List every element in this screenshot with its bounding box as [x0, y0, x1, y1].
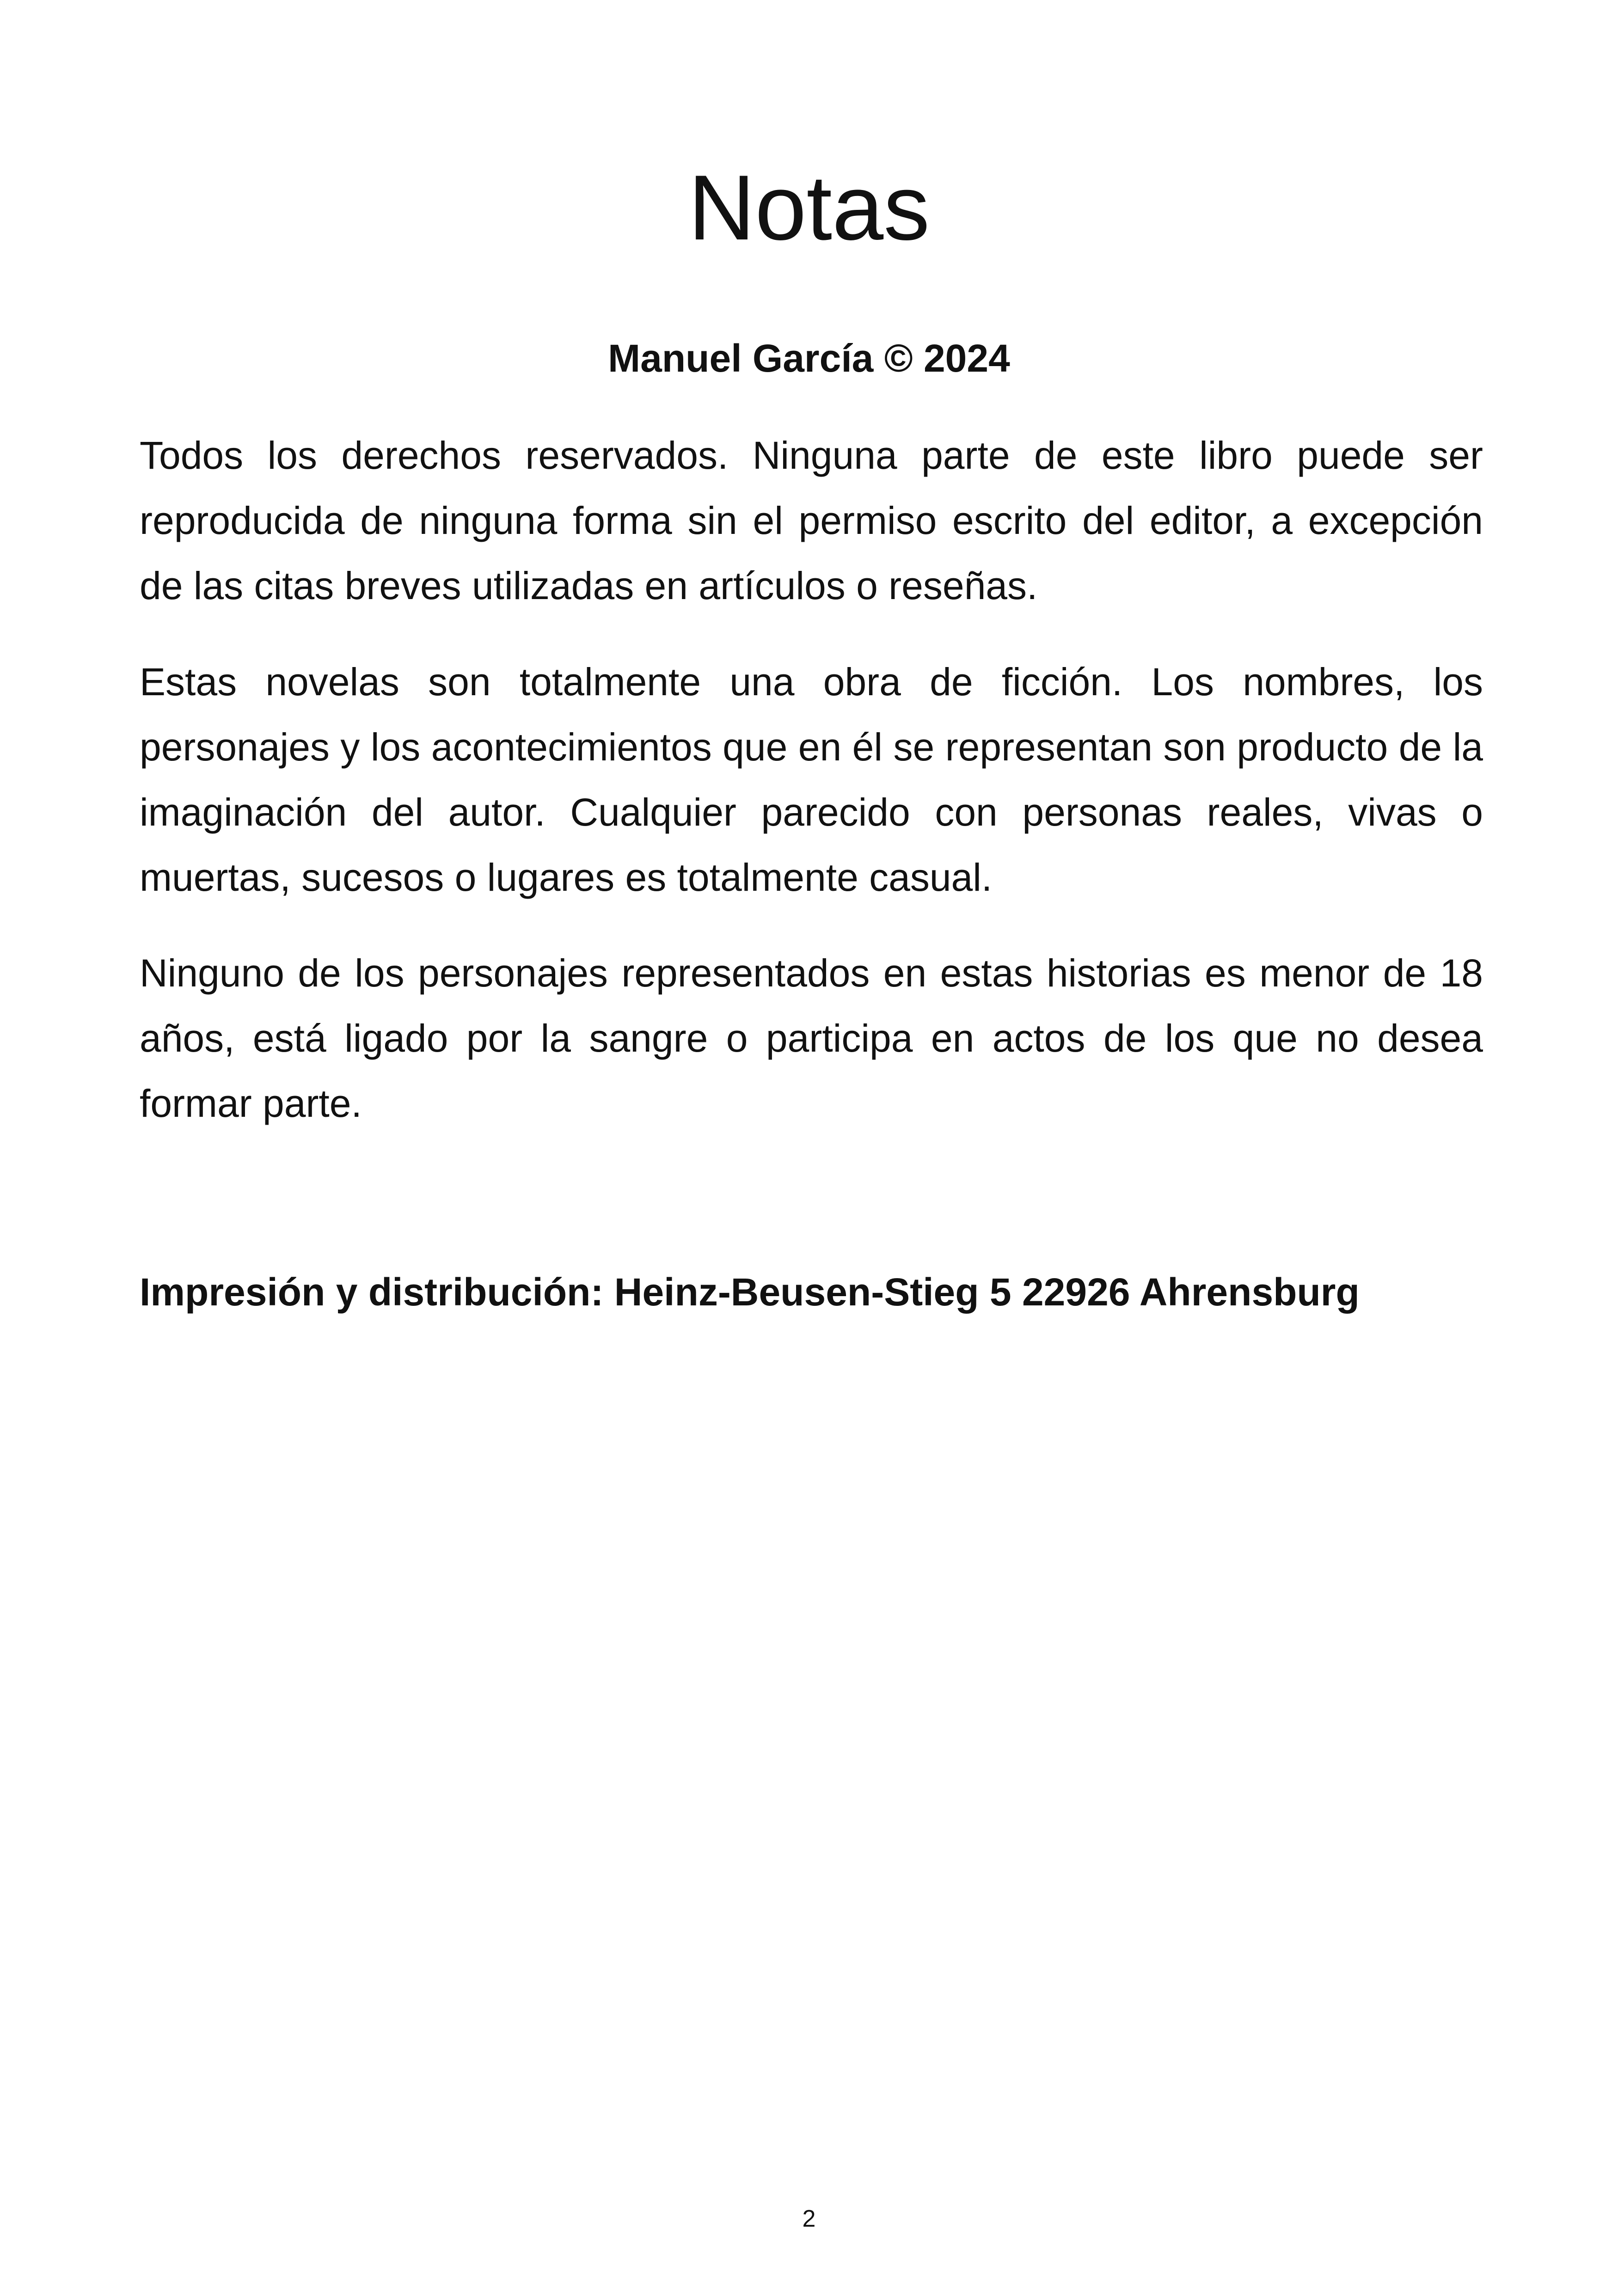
page-title: Notas: [688, 156, 930, 259]
rights-paragraph: Todos los derechos reservados. Ninguna parte de este libro puede ser reproducida de ninguna forma sin el permiso escrito del editor, a excepción de las citas breves utilizadas en artículos o reseñas.: [140, 434, 1483, 607]
author-copyright-line: Manuel García © 2024: [608, 337, 1010, 380]
imprint-line: Impresión y distribución: Heinz-Beusen-Stieg 5 22926 Ahrensburg: [140, 1270, 1360, 1314]
age-disclaimer-paragraph: Ninguno de los personajes representados en estas historias es menor de 18 años, está ligado por la sangre o participa en actos de los que no desea formar parte.: [140, 951, 1483, 1125]
page-number: 2: [802, 2205, 816, 2232]
fiction-disclaimer-paragraph: Estas novelas son totalmente una obra de ficción. Los nombres, los personajes y los acontecimientos que en él se representan son producto de la imaginación del autor. Cualquier parecido con personas reales, vivas o muertas, sucesos o lugares es totalmente casual.: [140, 660, 1483, 899]
